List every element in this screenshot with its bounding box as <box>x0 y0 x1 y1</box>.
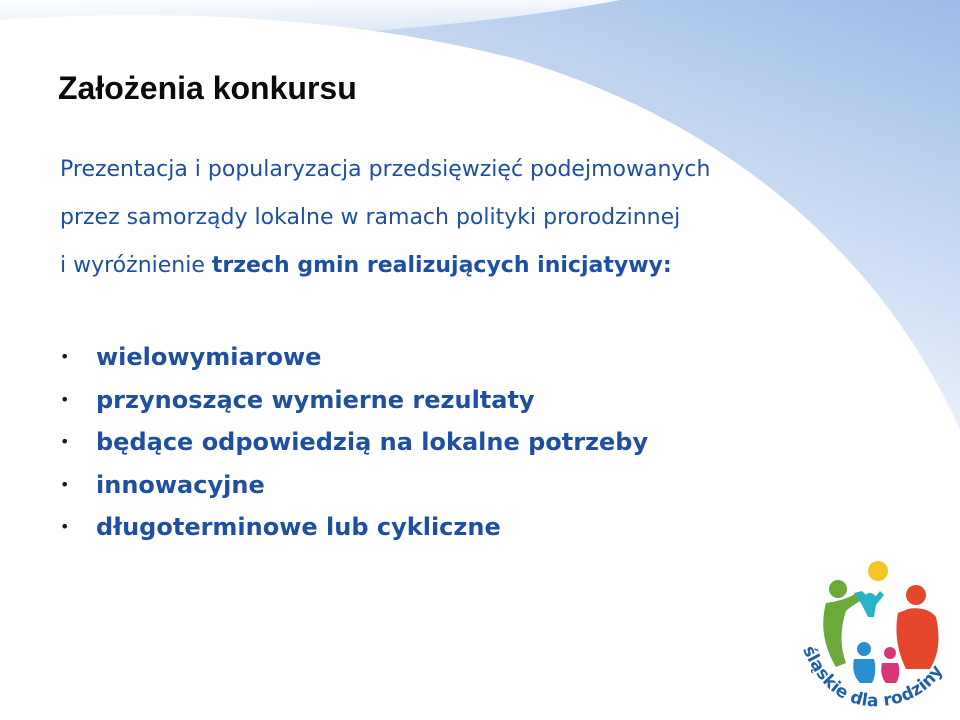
criteria-list <box>60 336 648 549</box>
list-item <box>60 336 648 379</box>
list-item-text: długoterminowe lub cykliczne <box>96 513 501 541</box>
intro-line-3-bold: trzech gmin realizujących inicjatywy: <box>211 253 672 278</box>
bullet-dot: • <box>60 347 70 366</box>
slide-title: Założenia konkursu <box>58 70 357 106</box>
list-item-text: innowacyjne <box>96 470 265 499</box>
intro-paragraph <box>60 146 920 290</box>
family-logo-icon <box>790 555 960 720</box>
intro-line-1: Prezentacja i popularyzacja przedsięwzięć podejmowanych <box>60 157 711 182</box>
bullet-dot: • <box>60 517 70 536</box>
list-item <box>60 464 648 507</box>
logo-text: śląskie dla rodziny <box>798 642 948 712</box>
intro-line-2: przez samorządy lokalne w ramach polityki prorodzinnej <box>60 205 681 230</box>
bullet-dot: • <box>60 389 70 409</box>
list-item <box>60 421 648 464</box>
list-item <box>60 506 648 549</box>
list-item <box>60 379 648 422</box>
list-item-text: będące odpowiedzią na lokalne potrzeby <box>96 428 649 456</box>
bullet-dot: • <box>60 432 70 451</box>
list-item-text: wielowymiarowe <box>96 343 322 371</box>
intro-line-3 <box>60 242 920 290</box>
list-item-text: przynoszące wymierne rezultaty <box>96 385 535 414</box>
bullet-dot: • <box>60 474 70 494</box>
intro-line-3-normal: i wyróżnienie <box>60 253 212 278</box>
